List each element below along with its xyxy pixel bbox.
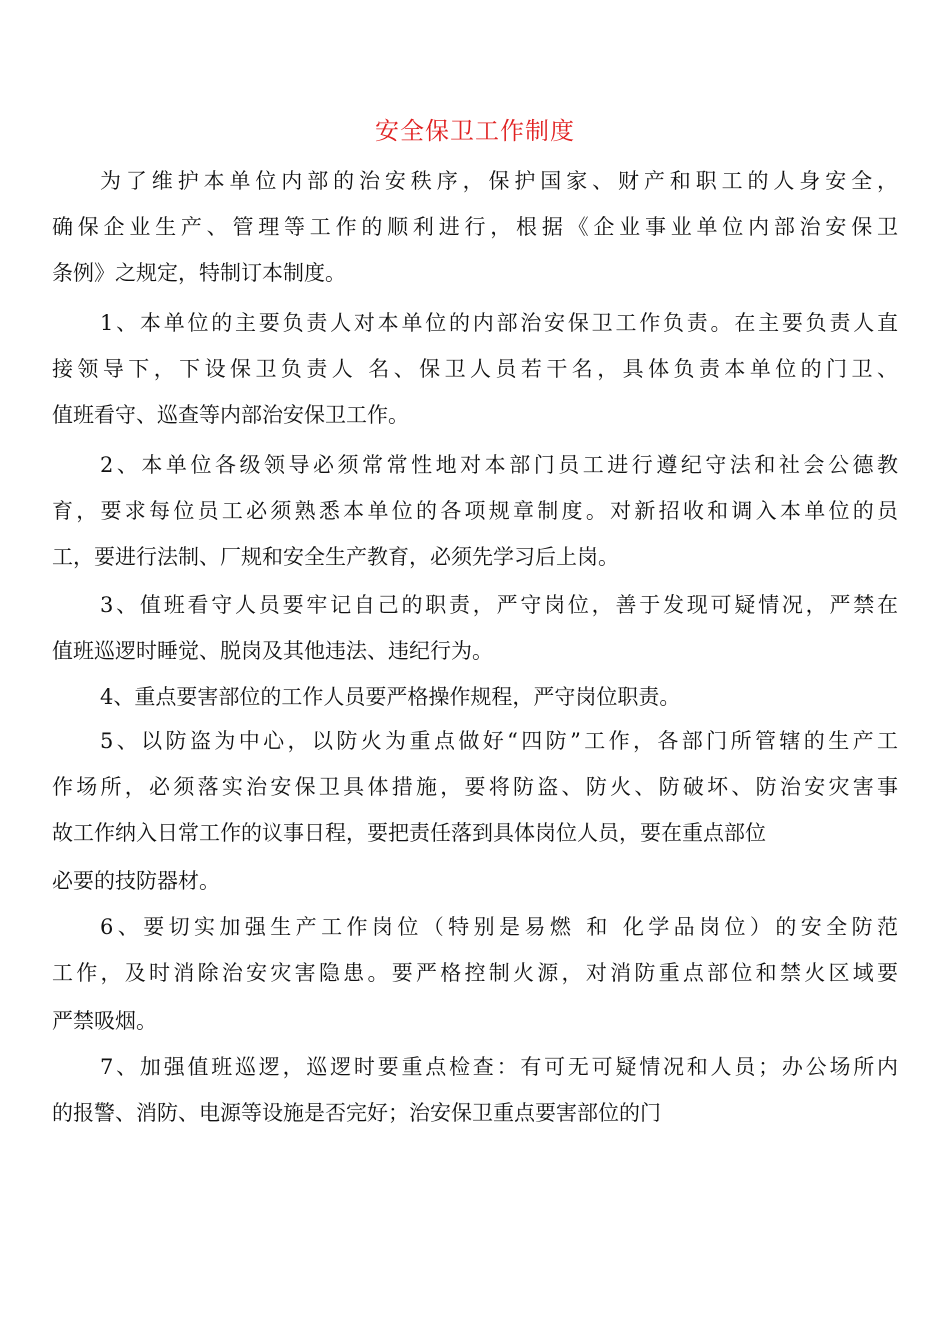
paragraph-line: 6、要切实加强生产工作岗位（特别是易燃 和 化学品岗位）的安全防范 [100, 915, 898, 939]
paragraph-line: 必要的技防器材。 [52, 869, 220, 893]
paragraph-line: 确保企业生产、管理等工作的顺利进行，根据《企业事业单位内部治安保卫 [52, 215, 898, 239]
paragraph-line: 1、本单位的主要负责人对本单位的内部治安保卫工作负责。在主要负责人直 [100, 311, 898, 335]
paragraph-line: 严禁吸烟。 [52, 1009, 157, 1033]
paragraph-line: 条例》之规定，特制订本制度。 [52, 261, 346, 285]
paragraph-line: 的报警、消防、电源等设施是否完好；治安保卫重点要害部位的门 [52, 1101, 661, 1125]
paragraph-line: 4、重点要害部位的工作人员要严格操作规程，严守岗位职责。 [100, 685, 681, 709]
paragraph-line: 值班看守、巡查等内部治安保卫工作。 [52, 403, 409, 427]
paragraph-line: 工，要进行法制、厂规和安全生产教育，必须先学习后上岗。 [52, 545, 619, 569]
paragraph-line: 故工作纳入日常工作的议事日程，要把责任落到具体岗位人员，要在重点部位 [52, 821, 766, 845]
paragraph-line: 5、以防盗为中心，以防火为重点做好“四防”工作，各部门所管辖的生产工 [100, 729, 898, 753]
paragraph-line: 为了维护本单位内部的治安秩序，保护国家、财产和职工的人身安全， [100, 169, 898, 193]
paragraph-line: 2、本单位各级领导必须常常性地对本部门员工进行遵纪守法和社会公德教 [100, 453, 898, 477]
paragraph-line: 育，要求每位员工必须熟悉本单位的各项规章制度。对新招收和调入本单位的员 [52, 499, 898, 523]
paragraph-line: 3、值班看守人员要牢记自己的职责，严守岗位，善于发现可疑情况，严禁在 [100, 593, 898, 617]
paragraph-line: 接领导下，下设保卫负责人 名、保卫人员若干名，具体负责本单位的门卫、 [52, 357, 898, 381]
paragraph-line: 工作，及时消除治安灾害隐患。要严格控制火源，对消防重点部位和禁火区域要 [52, 961, 898, 985]
paragraph-line: 作场所，必须落实治安保卫具体措施，要将防盗、防火、防破坏、防治安灾害事 [52, 775, 898, 799]
paragraph-line: 7、加强值班巡逻，巡逻时要重点检查：有可无可疑情况和人员；办公场所内 [100, 1055, 898, 1079]
paragraph-line: 值班巡逻时睡觉、脱岗及其他违法、违纪行为。 [52, 639, 493, 663]
document-title: 安全保卫工作制度 [375, 117, 575, 145]
